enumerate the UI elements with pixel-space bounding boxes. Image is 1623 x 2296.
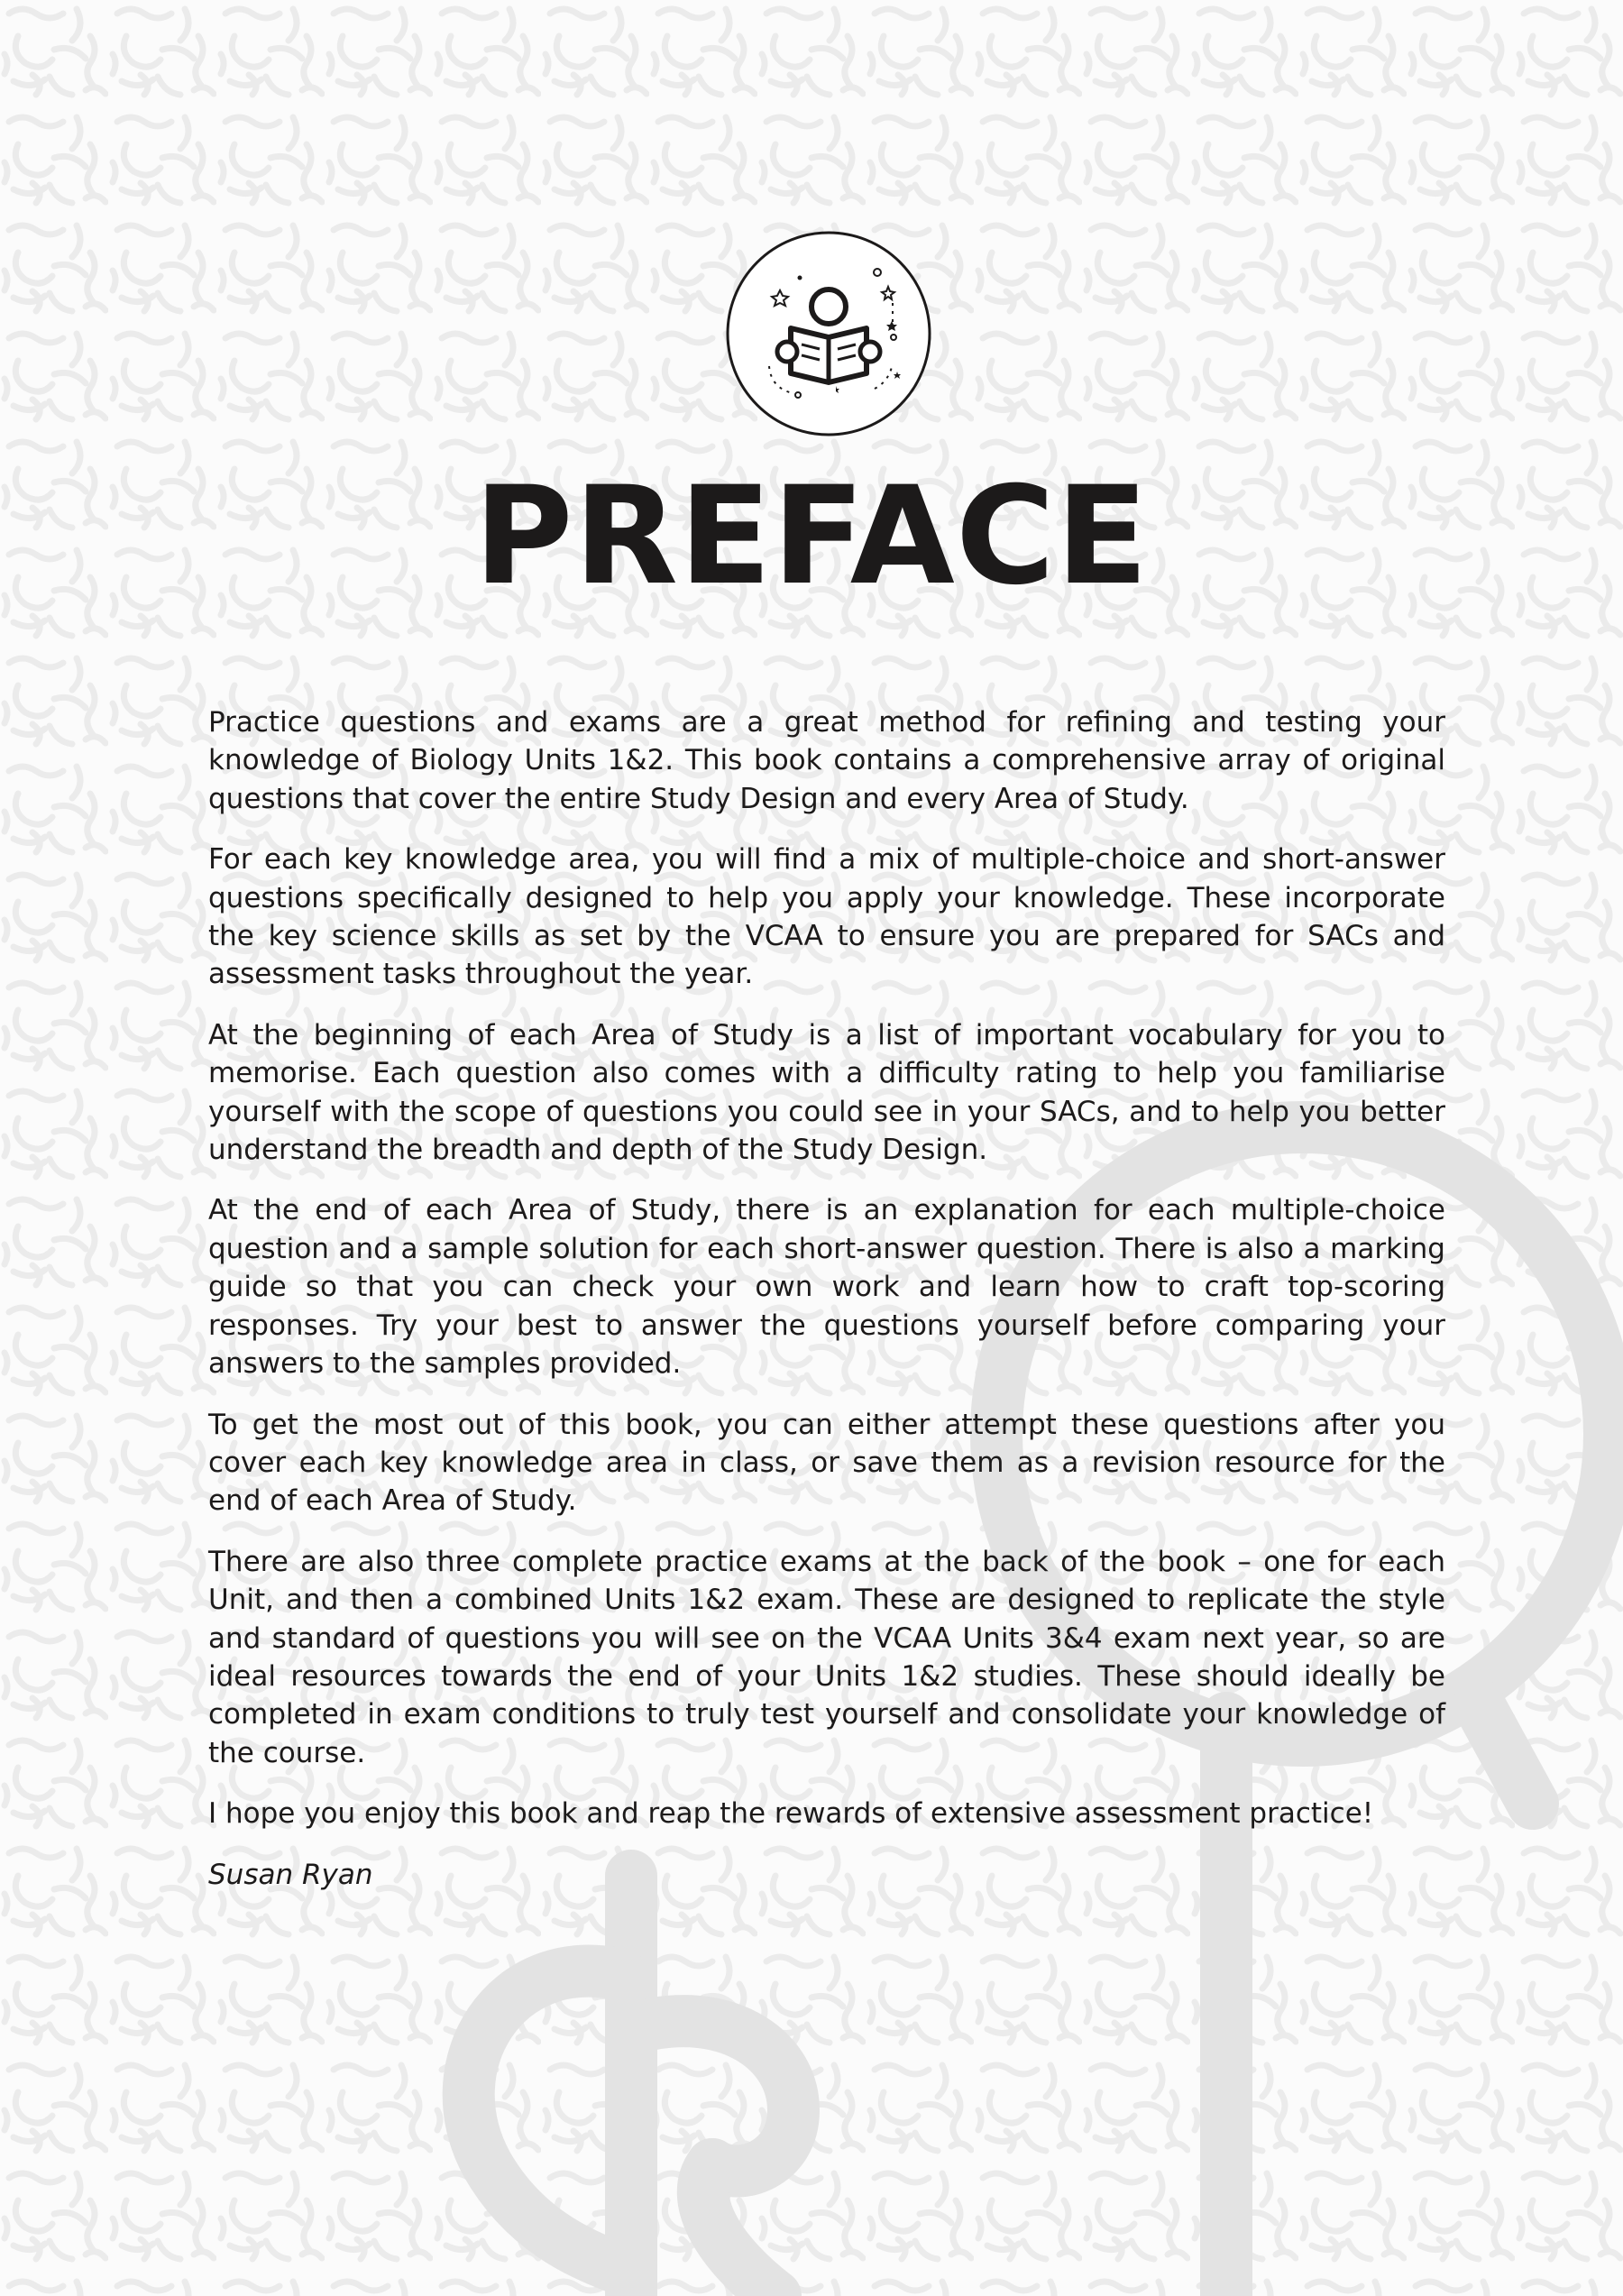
paragraph-solutions: At the end of each Area of Study, there is an explanation for each multiple-choice question and a sample solution for each short-answer question. There is also a marking guide so that you can check your own work and learn how to craft top-scoring responses. Try your best to answer the questions yourself before comparing your answers to the samples provided. bbox=[208, 1194, 1445, 1381]
paragraph-usage: To get the most out of this book, you can either attempt these questions after you cover each key knowledge area in class, or save them as a revision resource for the end of each Area of Study. bbox=[208, 1408, 1445, 1518]
reading-person-icon bbox=[726, 231, 931, 436]
paragraph-vocabulary: At the beginning of each Area of Study is a list of important vocabulary for you to memorise. Each question also comes with a difficulty rating to help you familiarise yourself with the scope of questions you could see in your SACs, and to help you better understand the breadth and depth of the Study Design. bbox=[208, 1018, 1445, 1167]
page-title: PREFACE bbox=[473, 458, 1150, 615]
paragraph-intro: Practice questions and exams are a great method for refining and testing your knowledge of Biology Units 1&2. This book contains a comprehensive array of original questions that cover the entire Study Design and every Area of Study. bbox=[208, 706, 1445, 815]
paragraph-closing: I hope you enjoy this book and reap the rewards of extensive assessment practice! bbox=[208, 1797, 1374, 1831]
paragraph-question-types: For each key knowledge area, you will find a mix of multiple-choice and short-answer questions specifically designed to help you apply your knowledge. These incorporate the key science skills as set by the VCAA to ensure you are prepared for SACs and assessment tasks throughout the year. bbox=[208, 843, 1445, 991]
paragraph-practice-exams: There are also three complete practice exams at the back of the book – one for each Unit, and then a combined Units 1&2 exam. These are designed to replicate the style and standard of questions you will see on the VCAA Units 3&4 exam next year, so are ideal resources towards the end of your Units 1&2 studies. These should ideally be completed in exam conditions to truly test yourself and consolidate your knowledge of the course. bbox=[208, 1545, 1445, 1769]
author-signature: Susan Ryan bbox=[208, 1858, 373, 1891]
preface-body bbox=[208, 703, 1445, 1894]
